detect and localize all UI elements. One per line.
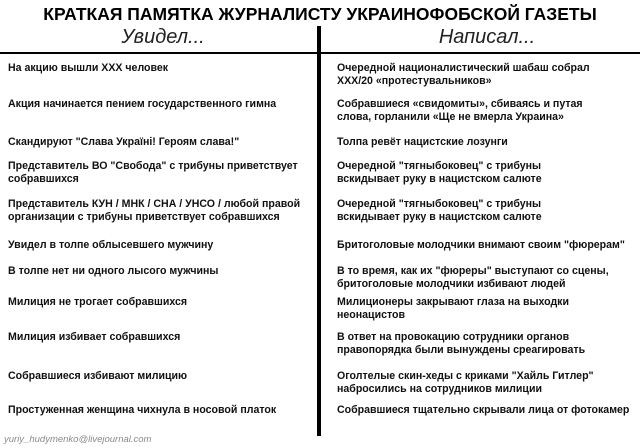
- wrote-text-line: неонацистов: [337, 309, 406, 321]
- saw-text-line: Увидел в толпе облысевшего мужчину: [8, 239, 214, 251]
- row-7-wrote: [337, 265, 609, 291]
- column-divider: [317, 26, 321, 436]
- row-3-saw: [8, 136, 239, 149]
- row-3-wrote: [337, 136, 508, 149]
- saw-text-line: Скандируют "Слава Україні! Героям слава!": [8, 136, 240, 148]
- wrote-text-line: Собравшиеся тщательно скрывали лица от фотокамер: [337, 404, 630, 416]
- row-5-saw: [8, 198, 300, 224]
- wrote-text-line: Оголтелые скин-хеды с криками "Хайль Гитлер": [337, 370, 594, 382]
- saw-text-line: На акцию вышли XXX человек: [8, 62, 169, 74]
- wrote-text-line: слова, горланили «Ще не вмерла Украина»: [337, 111, 564, 123]
- row-2-wrote: [337, 98, 583, 124]
- wrote-text-line: Собравшиеся «свидомиты», сбиваясь и путая: [337, 98, 583, 110]
- wrote-text-line: В то время, как их "фюреры" выступают со сцены,: [337, 265, 609, 277]
- saw-text-line: Представитель ВО "Свобода" с трибуны приветствует: [8, 160, 298, 172]
- row-1-saw: [8, 62, 168, 75]
- row-11-wrote: [337, 404, 629, 417]
- saw-text-line: Собравшиеся избивают милицию: [8, 370, 188, 382]
- wrote-text-line: бритоголовые молодчики избивают людей: [337, 278, 566, 290]
- row-6-wrote: [337, 239, 625, 252]
- row-8-wrote: [337, 296, 569, 322]
- wrote-text-line: В ответ на провокацию сотрудники органов: [337, 331, 570, 343]
- row-2-saw: [8, 98, 276, 111]
- saw-text-line: Милиция избивает собравшихся: [8, 331, 181, 343]
- wrote-text-line: Очередной "тягныбоковец" с трибуны: [337, 198, 542, 210]
- row-1-wrote: [337, 62, 590, 88]
- right-column-header: Написал...: [438, 26, 536, 48]
- wrote-text-line: Бритоголовые молодчики внимают своим "фюрерам": [337, 239, 625, 251]
- saw-text-line: Представитель КУН / МНК / СНА / УНСО / любой правой: [8, 198, 301, 210]
- row-5-wrote: [337, 198, 542, 224]
- saw-text-line: Простуженная женщина чихнула в носовой платок: [8, 404, 277, 416]
- wrote-text-line: правопорядка были вынуждены среагировать: [337, 344, 586, 356]
- row-7-saw: [8, 265, 218, 278]
- saw-text-line: организации с трибуны приветствует собравшихся: [8, 211, 280, 223]
- wrote-text-line: Милиционеры закрывают глаза на выходки: [337, 296, 569, 308]
- row-11-saw: [8, 404, 276, 417]
- watermark: yuriy_hudymenko@livejournal.com: [4, 434, 152, 445]
- row-4-saw: [8, 160, 298, 186]
- saw-text-line: В толпе нет ни одного лысого мужчины: [8, 265, 219, 277]
- saw-text-line: собравшихся: [8, 173, 79, 185]
- row-8-saw: [8, 296, 187, 309]
- row-9-saw: [8, 331, 180, 344]
- saw-text-line: Акция начинается пением государственного гимна: [8, 98, 277, 110]
- wrote-text-line: вскидывает руку в нацистском салюте: [337, 211, 542, 223]
- saw-text-line: Милиция не трогает собравшихся: [8, 296, 188, 308]
- row-10-wrote: [337, 370, 594, 396]
- row-6-saw: [8, 239, 213, 252]
- wrote-text-line: Очередной националистический шабаш собрал: [337, 62, 590, 74]
- wrote-text-line: Толпа ревёт нацистские лозунги: [337, 136, 508, 148]
- wrote-text-line: вскидывает руку в нацистском салюте: [337, 173, 542, 185]
- row-10-saw: [8, 370, 187, 383]
- wrote-text-line: XXX/20 «протестувальников»: [337, 75, 492, 87]
- left-column-header: Увидел...: [121, 26, 205, 48]
- page-title: КРАТКАЯ ПАМЯТКА ЖУРНАЛИСТУ УКРАИНОФОБСКОЙ ГАЗЕТЫ: [43, 4, 597, 24]
- wrote-text-line: Очередной "тягныбоковец" с трибуны: [337, 160, 542, 172]
- wrote-text-line: набросились на сотрудников милиции: [337, 383, 542, 395]
- row-4-wrote: [337, 160, 542, 186]
- row-9-wrote: [337, 331, 585, 357]
